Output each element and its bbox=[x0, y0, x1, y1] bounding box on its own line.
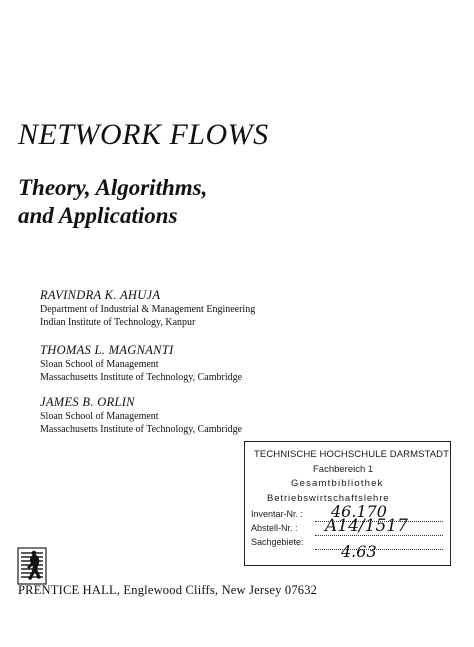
stamp-sachgebiete-value: 4.63 bbox=[341, 542, 377, 561]
subtitle-line-1: Theory, Algorithms, bbox=[18, 175, 208, 200]
stamp-abstell-label: Abstell-Nr. : bbox=[251, 523, 298, 533]
prentice-hall-logo-icon bbox=[17, 547, 47, 585]
stamp-library: Gesamtbibliothek bbox=[291, 478, 384, 489]
author-affiliation-department: Sloan School of Management bbox=[40, 359, 159, 370]
book-subtitle bbox=[18, 174, 207, 230]
stamp-department: Fachbereich 1 bbox=[313, 464, 374, 475]
author-name: THOMAS L. MAGNANTI bbox=[40, 343, 174, 357]
stamp-sachgebiete-dotline bbox=[315, 549, 443, 550]
author-magnanti bbox=[40, 343, 242, 384]
stamp-sachgebiete-label: Sachgebiete: bbox=[251, 537, 304, 547]
author-affiliation-department: Department of Industrial & Management Engineering bbox=[40, 304, 256, 315]
author-affiliation-department: Sloan School of Management bbox=[40, 411, 159, 422]
author-affiliation-institution: Massachusetts Institute of Technology, Cambridge bbox=[40, 424, 243, 435]
book-title: NETWORK FLOWS bbox=[18, 118, 269, 151]
library-stamp bbox=[244, 441, 451, 566]
author-affiliation-institution: Indian Institute of Technology, Kanpur bbox=[40, 317, 196, 328]
stamp-inventar-label: Inventar-Nr. : bbox=[251, 509, 304, 519]
author-orlin bbox=[40, 395, 242, 436]
author-name: JAMES B. ORLIN bbox=[40, 395, 135, 409]
stamp-inventar-value: 46.170 bbox=[331, 502, 387, 521]
author-ahuja bbox=[40, 288, 255, 329]
stamp-abstell-value: A14/1517 bbox=[325, 516, 408, 536]
author-name: RAVINDRA K. AHUJA bbox=[40, 288, 161, 302]
author-affiliation-institution: Massachusetts Institute of Technology, Cambridge bbox=[40, 372, 243, 383]
publisher-imprint: PRENTICE HALL, Englewood Cliffs, New Jersey 07632 bbox=[18, 583, 318, 597]
stamp-institution: TECHNISCHE HOCHSCHULE DARMSTADT bbox=[254, 449, 450, 460]
stamp-subject: Betriebswirtschaftslehre bbox=[267, 493, 390, 504]
subtitle-line-2: and Applications bbox=[18, 203, 178, 228]
